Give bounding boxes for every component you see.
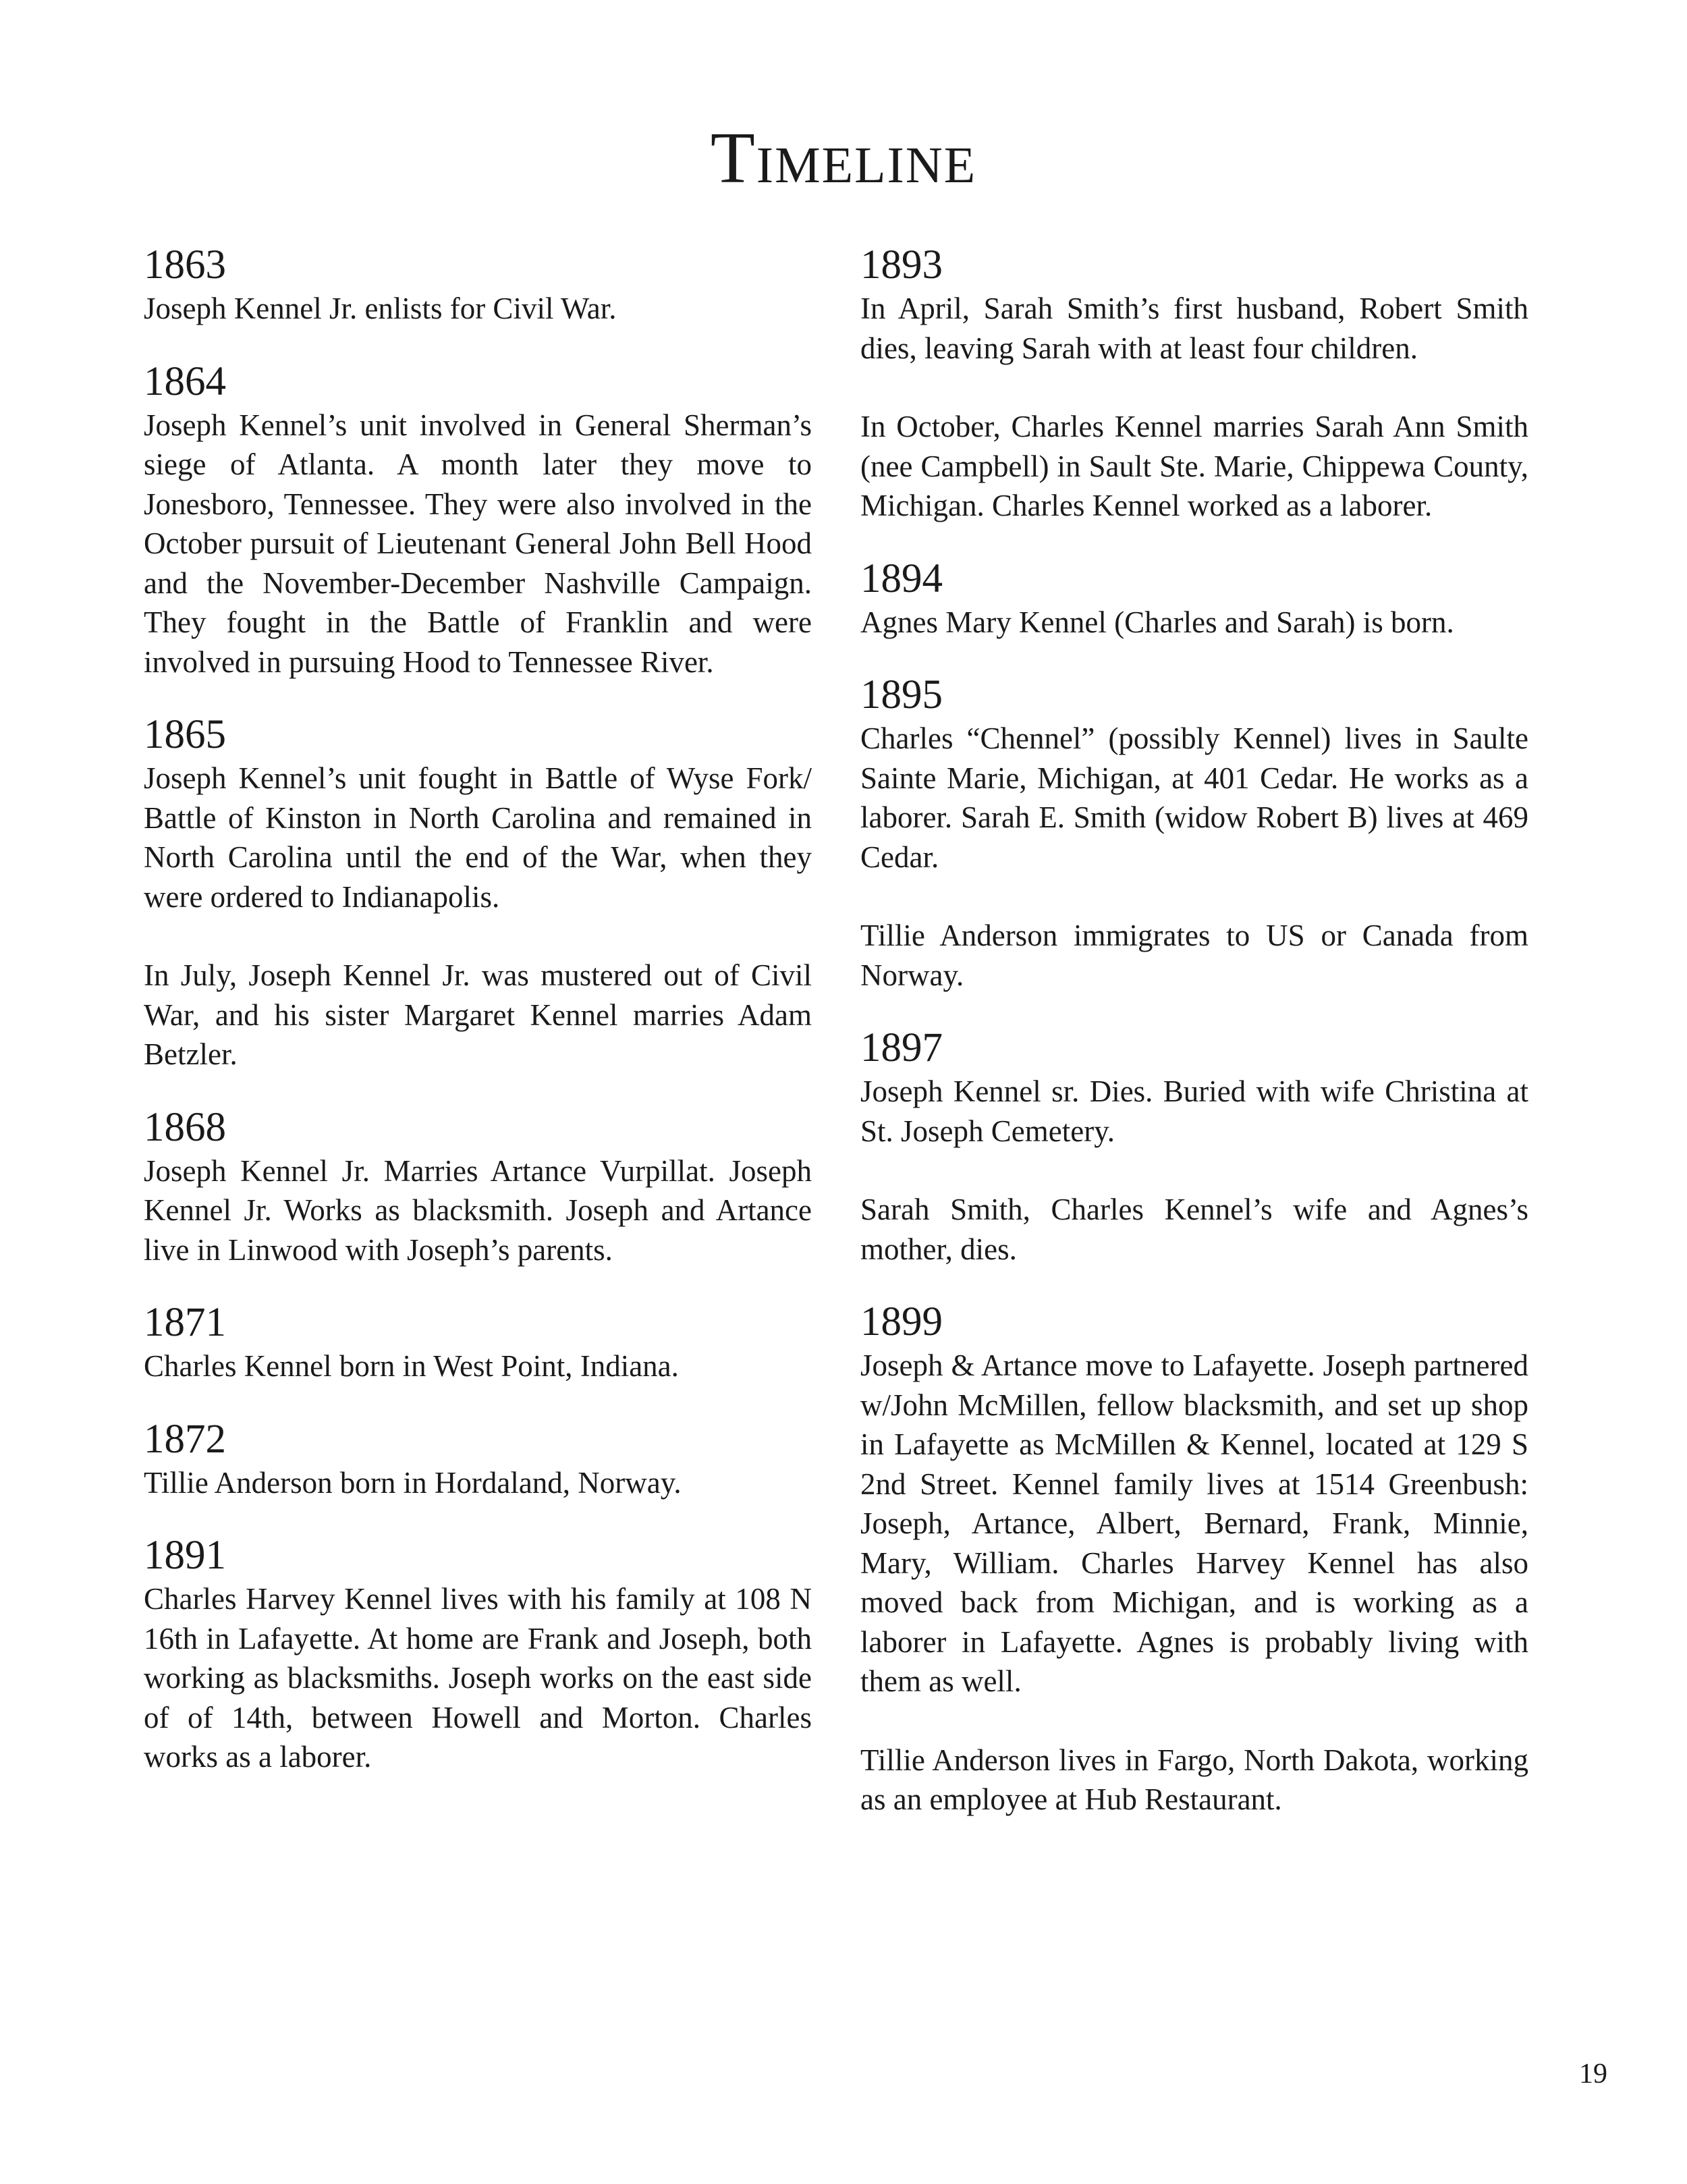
timeline-paragraph: Agnes Mary Kennel (Charles and Sarah) is born. — [860, 605, 1454, 639]
timeline-entry — [860, 1025, 1528, 1269]
timeline-year: 1894 — [860, 555, 943, 601]
timeline-paragraph: Charles “Chennel” (possibly Kennel) lives in Saulte Sainte Marie, Michigan, at 401 Cedar. He works as a laborer. Sarah E. Smith (widow Robert B) lives at 469 Cedar. — [860, 721, 1528, 874]
timeline-paragraph: Charles Harvey Kennel lives with his family at 108 N 16th in Lafayette. At home are Frank and Joseph, both working as blacksmiths. Joseph works on the east side of of 14th, between Howell and Morton. Charles works as a laborer. — [144, 1582, 812, 1774]
timeline-entry — [144, 1532, 812, 1777]
timeline-year: 1897 — [860, 1025, 943, 1070]
timeline-paragraph: Joseph Kennel Jr. Marries Artance Vurpillat. Joseph Kennel Jr. Works as blacksmith. Joseph and Artance live in Linwood with Joseph’s parents. — [144, 1153, 812, 1267]
timeline-column-right — [860, 242, 1528, 1849]
timeline-year: 1864 — [144, 358, 226, 404]
timeline-entry — [144, 711, 812, 1074]
timeline-year: 1868 — [144, 1104, 226, 1150]
timeline-paragraph: Joseph Kennel’s unit fought in Battle of Wyse Fork/ Battle of Kinston in North Carolina and remained in North Carolina until the end of the War, when they were ordered to Indianapolis. — [144, 761, 812, 914]
timeline-entry — [144, 1416, 812, 1503]
timeline-entry — [144, 358, 812, 682]
timeline-entry — [860, 242, 1528, 526]
timeline-paragraph: Tillie Anderson immigrates to US or Canada from Norway. — [860, 919, 1528, 992]
timeline-year: 1899 — [860, 1299, 943, 1344]
timeline-entry — [144, 1299, 812, 1386]
timeline-paragraph: Joseph & Artance move to Lafayette. Joseph partnered w/John McMillen, fellow blacksmith, and set up shop in Lafayette as McMillen & Kennel, located at 129 S 2nd Street. Kennel family lives at 1514 Greenbush: Joseph, Artance, Albert, Bernard, Frank, Minnie, Mary, William. Charles Harvey Kennel has also moved back from Michigan, and is working as a laborer in Lafayette. Agnes is probably living with them as well. — [860, 1348, 1528, 1698]
timeline-year: 1872 — [144, 1416, 226, 1462]
timeline-paragraph: Joseph Kennel sr. Dies. Buried with wife Christina at St. Joseph Cemetery. — [860, 1074, 1528, 1148]
timeline-year: 1893 — [860, 242, 943, 288]
timeline-paragraph: Joseph Kennel Jr. enlists for Civil War. — [144, 292, 617, 325]
timeline-entry — [144, 1104, 812, 1270]
timeline-paragraph: Charles Kennel born in West Point, Indiana. — [144, 1349, 679, 1383]
timeline-year: 1891 — [144, 1533, 226, 1578]
timeline-paragraph: Tillie Anderson lives in Fargo, North Dakota, working as an employee at Hub Restaurant. — [860, 1743, 1528, 1816]
timeline-year: 1871 — [144, 1300, 226, 1345]
timeline-paragraph: Sarah Smith, Charles Kennel’s wife and Agnes’s mother, dies. — [860, 1193, 1528, 1266]
timeline-paragraph: In April, Sarah Smith’s first husband, Robert Smith dies, leaving Sarah with at least four children. — [860, 292, 1528, 365]
timeline-entry — [860, 672, 1528, 995]
timeline-entry — [860, 1299, 1528, 1820]
timeline-column-left — [144, 242, 812, 1807]
timeline-paragraph: In July, Joseph Kennel Jr. was mustered out of Civil War, and his sister Margaret Kennel marries Adam Betzler. — [144, 958, 812, 1071]
timeline-entry — [860, 555, 1528, 643]
timeline-paragraph: Joseph Kennel’s unit involved in General Sherman’s siege of Atlanta. A month later they move to Jonesboro, Tennessee. They were also involved in the October pursuit of Lieutenant General John Bell Hood and the November-December Nashville Campaign. They fought in the Battle of Franklin and were involved in pursuing Hood to Tennessee River. — [144, 408, 812, 679]
timeline-paragraph: Tillie Anderson born in Hordaland, Norway. — [144, 1465, 682, 1500]
page-number: 19 — [1579, 2058, 1607, 2090]
page-title: Timeline — [710, 118, 977, 198]
timeline-year: 1863 — [144, 242, 226, 288]
timeline-paragraph: In October, Charles Kennel marries Sarah Ann Smith (nee Campbell) in Sault Ste. Marie, Chippewa County, Michigan. Charles Kennel worked as a laborer. — [860, 410, 1528, 522]
timeline-year: 1865 — [144, 712, 226, 757]
timeline-entry — [144, 242, 812, 329]
timeline-year: 1895 — [860, 672, 943, 717]
